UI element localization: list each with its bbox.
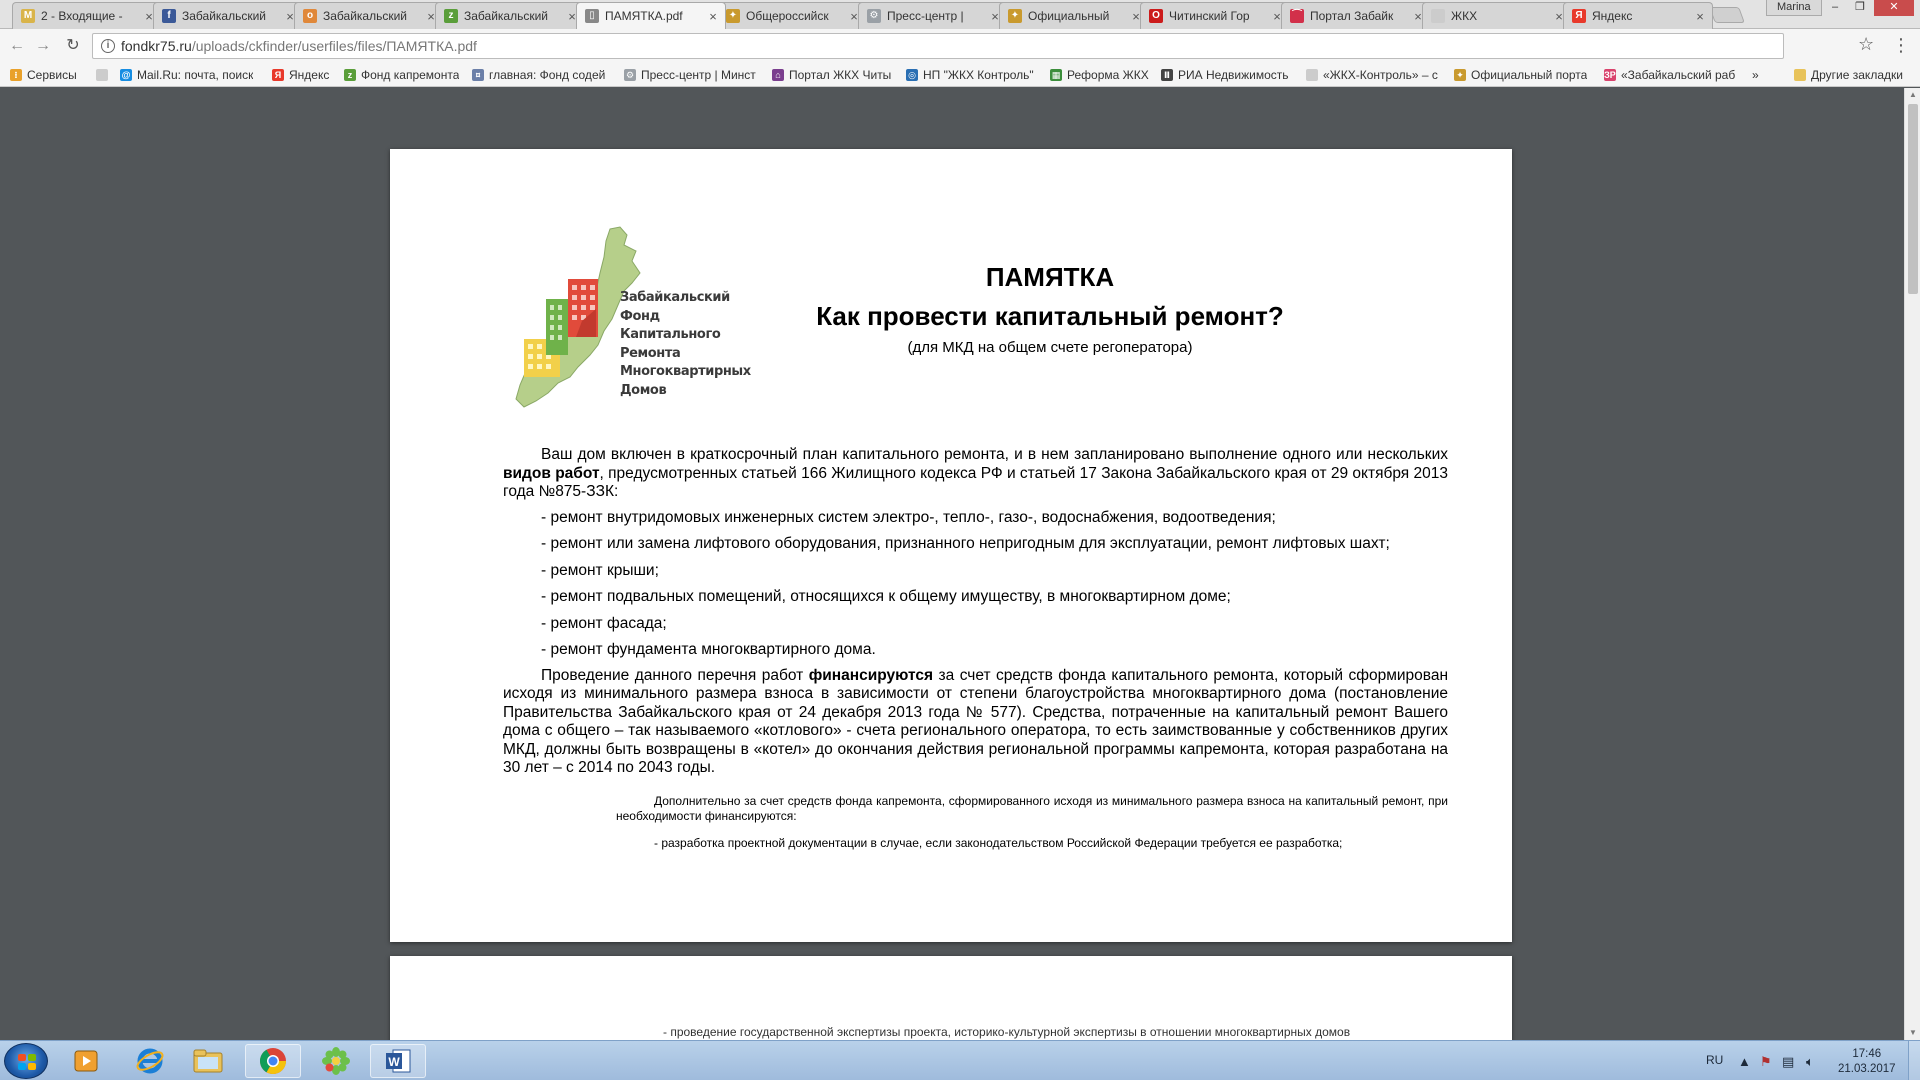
tab-close-icon[interactable]: × bbox=[145, 8, 153, 24]
gear-site-icon: ⚙ bbox=[625, 70, 635, 80]
extra-item: - разработка проектной документации в случае, если законодательством Российской Федерации требуется ее разработка; bbox=[654, 835, 1343, 850]
tab-close-icon[interactable]: × bbox=[568, 8, 576, 24]
system-clock[interactable] bbox=[1838, 1047, 1896, 1077]
taskbar-icq[interactable] bbox=[308, 1044, 364, 1078]
intro-paragraph: Ваш дом включен в краткосрочный план капитального ремонта, и в нем запланировано выполнение одного или нескольких видов работ, предусмотренных статьей 166 Жилищного кодекса РФ и статьей 17 Закона Забайкальского края от 29 октября 2013 года №875-ЗЗК: bbox=[503, 446, 1448, 500]
tab-title: Портал Забайк bbox=[1310, 9, 1394, 23]
blank-page-icon bbox=[1306, 69, 1318, 81]
chrome-icon bbox=[258, 1046, 288, 1076]
works-list-item: - ремонт подвальных помещений, относящихся к общему имуществу, в многоквартирном доме; bbox=[541, 588, 1231, 605]
bookmark-label: Фонд капремонта bbox=[361, 68, 460, 82]
tab-close-icon[interactable]: × bbox=[850, 8, 858, 24]
bookmark-label: НП "ЖКХ Контроль" bbox=[923, 68, 1034, 82]
works-list-item: - ремонт или замена лифтового оборудования, признанного непригодным для эксплуатации, ремонт лифтовых шахт; bbox=[541, 535, 1390, 552]
browser-menu-icon[interactable]: ⋮ bbox=[1892, 35, 1910, 55]
document-title: ПАМЯТКА bbox=[985, 262, 1115, 292]
back-button[interactable]: ← bbox=[9, 37, 25, 54]
pdf-page-1 bbox=[390, 149, 1512, 942]
start-button[interactable] bbox=[4, 1043, 48, 1079]
show-desktop-button[interactable] bbox=[1908, 1041, 1920, 1080]
clock-date: 21.03.2017 bbox=[1838, 1063, 1896, 1075]
more-bookmarks-button[interactable] bbox=[1752, 67, 1759, 83]
bookmark-item[interactable] bbox=[472, 67, 605, 83]
tab-title: ПАМЯТКА.pdf bbox=[605, 9, 683, 23]
tab-title: Пресс-центр | bbox=[887, 9, 964, 23]
extra-note-paragraph: Дополнительно за счет средств фонда капремонта, сформированного исходя из минимального размера взноса на капитальный ремонт, при необходимости финансируются: bbox=[616, 793, 1448, 823]
tab-title: Официальный bbox=[1028, 9, 1110, 23]
profile-button[interactable]: Marina bbox=[1766, 0, 1822, 16]
reform-grid-icon: ▦ bbox=[1051, 70, 1061, 80]
bookmark-label: Mail.Ru: почта, поиск bbox=[137, 68, 254, 82]
apps-grid-icon: ⁝ bbox=[10, 69, 22, 81]
coat-of-arms-icon: ✦ bbox=[726, 9, 740, 23]
browser-tab[interactable] bbox=[153, 2, 303, 29]
browser-tab[interactable] bbox=[12, 2, 162, 29]
bookmark-item[interactable] bbox=[96, 67, 113, 83]
maximize-button[interactable]: ❐ bbox=[1855, 1, 1865, 13]
bookmark-label: «ЖКХ-Контроль» – с bbox=[1323, 68, 1438, 82]
mail-icon: M bbox=[21, 9, 35, 23]
tab-close-icon[interactable]: × bbox=[286, 8, 294, 24]
scroll-up-icon[interactable]: ▲ bbox=[1909, 90, 1917, 99]
logo-caption bbox=[620, 289, 751, 400]
tab-close-icon[interactable]: × bbox=[1555, 8, 1563, 24]
browser-tab[interactable] bbox=[1422, 2, 1572, 29]
house-icon: ⌂ bbox=[772, 69, 784, 81]
finance-paragraph: Проведение данного перечня работ финансируются за счет средств фонда капитального ремонта, который сформирован исходя из минимального размера взноса в зависимости от степени благоустройства многоквартирного дома (постановление Правительства Забайкальского края от 24 декабря 2013 года № 577). Средства, потраченные на капитальный ремонт Вашего дома с общего – так называемого «котлового» - счета регионального оператора, то есть заимствованные у собственников других МКД, должны быть возвращены в «котел» до окончания действия региональной программы капремонта, которая разработана на 30 лет – с 2014 по 2043 годы. bbox=[503, 666, 1448, 776]
yandex-icon: Я bbox=[272, 69, 284, 81]
bookmark-label: Яндекс bbox=[289, 68, 330, 82]
taskbar-word[interactable] bbox=[370, 1044, 426, 1078]
browser-tab[interactable] bbox=[1281, 2, 1431, 29]
works-list-item: - ремонт крыши; bbox=[541, 561, 659, 579]
tab-close-icon[interactable]: × bbox=[1273, 8, 1281, 24]
language-indicator[interactable]: RU bbox=[1706, 1053, 1724, 1067]
windows-logo-icon bbox=[18, 1054, 36, 1070]
gear-site-icon: ⚙ bbox=[867, 9, 881, 23]
browser-tab[interactable] bbox=[999, 2, 1149, 29]
site-info-icon[interactable]: i bbox=[101, 39, 115, 53]
tab-title: Читинский Гор bbox=[1169, 9, 1250, 23]
bookmark-item[interactable] bbox=[772, 67, 891, 83]
bookmark-label: Портал ЖКХ Читы bbox=[789, 68, 892, 82]
bookmark-label: «Забайкальский раб bbox=[1621, 68, 1736, 82]
browser-tab[interactable] bbox=[717, 2, 867, 29]
bookmark-item[interactable] bbox=[624, 67, 756, 83]
taskbar-chrome[interactable] bbox=[245, 1044, 301, 1078]
tab-close-icon[interactable]: × bbox=[1132, 8, 1140, 24]
works-list-item: - ремонт внутридомовых инженерных систем электро-, тепло-, газо-, водоснабжения, водоотведения; bbox=[541, 508, 1276, 526]
tab-strip bbox=[0, 0, 1920, 29]
scrollbar-thumb[interactable] bbox=[1908, 104, 1918, 294]
minimize-button[interactable]: – bbox=[1831, 1, 1839, 13]
taskbar-internet-explorer[interactable] bbox=[122, 1044, 178, 1078]
forward-button[interactable]: → bbox=[35, 37, 51, 54]
document-note: (для МКД на общем счете регоператора) bbox=[907, 339, 1193, 356]
bookmark-label: РИА Недвижимость bbox=[1178, 68, 1289, 82]
bookmark-item[interactable] bbox=[1161, 67, 1289, 83]
bookmark-star-icon[interactable]: ☆ bbox=[1858, 34, 1875, 54]
tab-close-icon[interactable]: × bbox=[991, 8, 999, 24]
bookmark-label: Пресс-центр | Минст bbox=[641, 68, 756, 82]
media-player-icon bbox=[72, 1047, 100, 1075]
ministry-icon: ¤ bbox=[472, 69, 484, 81]
folder-icon bbox=[192, 1047, 224, 1075]
browser-toolbar bbox=[0, 29, 1920, 63]
tab-title: 2 - Входящие - bbox=[41, 9, 123, 23]
network-icon[interactable]: ▤ bbox=[1782, 1054, 1795, 1069]
ria-icon: Ⅱ bbox=[1161, 69, 1173, 81]
reload-button[interactable]: ↻ bbox=[66, 37, 80, 54]
bookmark-item[interactable] bbox=[1306, 67, 1438, 83]
bookmark-item[interactable] bbox=[10, 67, 77, 83]
bookmark-item[interactable] bbox=[1050, 67, 1149, 83]
browser-tab[interactable] bbox=[1563, 2, 1713, 29]
new-tab-button[interactable] bbox=[1709, 7, 1745, 23]
tab-title: Забайкальский bbox=[323, 9, 407, 23]
blank-page-icon bbox=[96, 69, 108, 81]
bookmark-item[interactable] bbox=[1454, 67, 1587, 83]
vertical-scrollbar[interactable] bbox=[1904, 88, 1920, 1040]
browser-tab[interactable] bbox=[435, 2, 585, 29]
globe-icon: ◎ bbox=[906, 69, 918, 81]
logo-caption-line: Домов bbox=[620, 382, 667, 398]
url-path: /uploads/ckfinder/userfiles/files/ПАМЯТКА.pdf bbox=[191, 38, 477, 54]
flag-alert-icon[interactable]: ⚑ bbox=[1760, 1054, 1772, 1069]
fund-logo-icon: z bbox=[344, 69, 356, 81]
document-subtitle: Как провести капитальный ремонт? bbox=[816, 301, 1284, 331]
logo-caption-line: Капитального bbox=[620, 327, 721, 342]
icq-flower-icon bbox=[321, 1046, 351, 1076]
bookmark-item[interactable] bbox=[120, 67, 253, 83]
word-icon bbox=[383, 1046, 413, 1076]
opera-icon: O bbox=[1149, 9, 1163, 23]
tab-title: Забайкальский bbox=[182, 9, 266, 23]
tab-title: ЖКХ bbox=[1451, 9, 1478, 23]
windows-taskbar bbox=[0, 1040, 1920, 1080]
logo-caption-line: Забайкальский bbox=[620, 290, 730, 305]
page2-partial-text: - проведение государственной экспертизы проекта, историко-культурной экспертизы в отношении многоквартирных домов bbox=[663, 1025, 1351, 1039]
works-list-item: - ремонт фундамента многоквартирного дома. bbox=[541, 641, 876, 658]
browser-tab[interactable] bbox=[294, 2, 444, 29]
scroll-down-icon[interactable]: ▼ bbox=[1909, 1028, 1917, 1037]
logo-caption-line: Многоквартирных bbox=[620, 364, 751, 379]
logo-caption-line: Фонд bbox=[620, 308, 660, 324]
taskbar-explorer[interactable] bbox=[180, 1044, 236, 1078]
other-bookmarks-folder[interactable] bbox=[1794, 67, 1903, 83]
bookmark-item[interactable] bbox=[1604, 67, 1735, 83]
bookmark-item[interactable] bbox=[906, 67, 1034, 83]
blank-page-icon bbox=[1431, 9, 1445, 23]
bookmarks-bar bbox=[0, 63, 1920, 87]
logo-caption-line: Ремонта bbox=[620, 345, 681, 361]
works-list bbox=[503, 509, 1448, 660]
facebook-icon: f bbox=[162, 9, 176, 23]
volume-icon[interactable]: 🔈︎ bbox=[1806, 1054, 1814, 1069]
url-host: fondkr75.ru bbox=[121, 38, 192, 54]
taskbar-media-player[interactable] bbox=[58, 1044, 114, 1078]
browser-tab[interactable] bbox=[858, 2, 1008, 29]
tab-title: Забайкальский bbox=[464, 9, 548, 23]
clock-time: 17:46 bbox=[1852, 1048, 1882, 1060]
bookmark-label: Сервисы bbox=[27, 68, 77, 82]
tab-close-icon[interactable]: × bbox=[709, 8, 717, 24]
tab-close-icon[interactable]: × bbox=[427, 8, 435, 24]
internet-explorer-icon bbox=[135, 1046, 165, 1076]
more-bookmarks-label: » bbox=[1752, 68, 1759, 82]
orange-site-icon: o bbox=[303, 9, 317, 23]
folder-icon bbox=[1794, 69, 1806, 81]
browser-tab[interactable] bbox=[576, 2, 726, 29]
pdf-viewer[interactable] bbox=[0, 88, 1904, 1040]
bookmark-label: Реформа ЖКХ bbox=[1067, 68, 1149, 82]
pdf-page-2 bbox=[390, 956, 1512, 1040]
other-bookmarks-label: Другие закладки bbox=[1811, 68, 1903, 82]
bookmark-item[interactable] bbox=[272, 67, 329, 83]
tab-close-icon[interactable]: × bbox=[1414, 8, 1422, 24]
bookmark-label: главная: Фонд содей bbox=[489, 68, 606, 82]
tab-title: Общероссийск bbox=[746, 9, 829, 23]
coat-of-arms-icon: ✦ bbox=[1454, 69, 1466, 81]
tab-close-icon[interactable]: × bbox=[1696, 8, 1704, 24]
close-window-button[interactable]: ✕ bbox=[1874, 0, 1914, 16]
fund-logo-icon: z bbox=[444, 9, 458, 23]
address-bar[interactable] bbox=[92, 33, 1784, 59]
coat-of-arms-icon: ✦ bbox=[1008, 9, 1022, 23]
document-body bbox=[503, 446, 1448, 851]
browser-tab[interactable] bbox=[1140, 2, 1290, 29]
yandex-icon: Я bbox=[1572, 9, 1586, 23]
show-hidden-icons-icon[interactable]: ▲ bbox=[1738, 1054, 1751, 1069]
svg-text:W: W bbox=[388, 1055, 400, 1069]
bookmark-item[interactable] bbox=[344, 67, 459, 83]
bookmark-label: Официальный порта bbox=[1471, 68, 1588, 82]
green-building bbox=[546, 299, 568, 355]
document-icon: ▯ bbox=[585, 9, 599, 23]
works-list-item: - ремонт фасада; bbox=[541, 614, 667, 632]
tab-title: Яндекс bbox=[1592, 9, 1633, 23]
portal-icon: ⌒ bbox=[1292, 10, 1302, 21]
zr-icon: ЗР bbox=[1604, 70, 1616, 80]
mailru-icon: @ bbox=[121, 70, 131, 80]
